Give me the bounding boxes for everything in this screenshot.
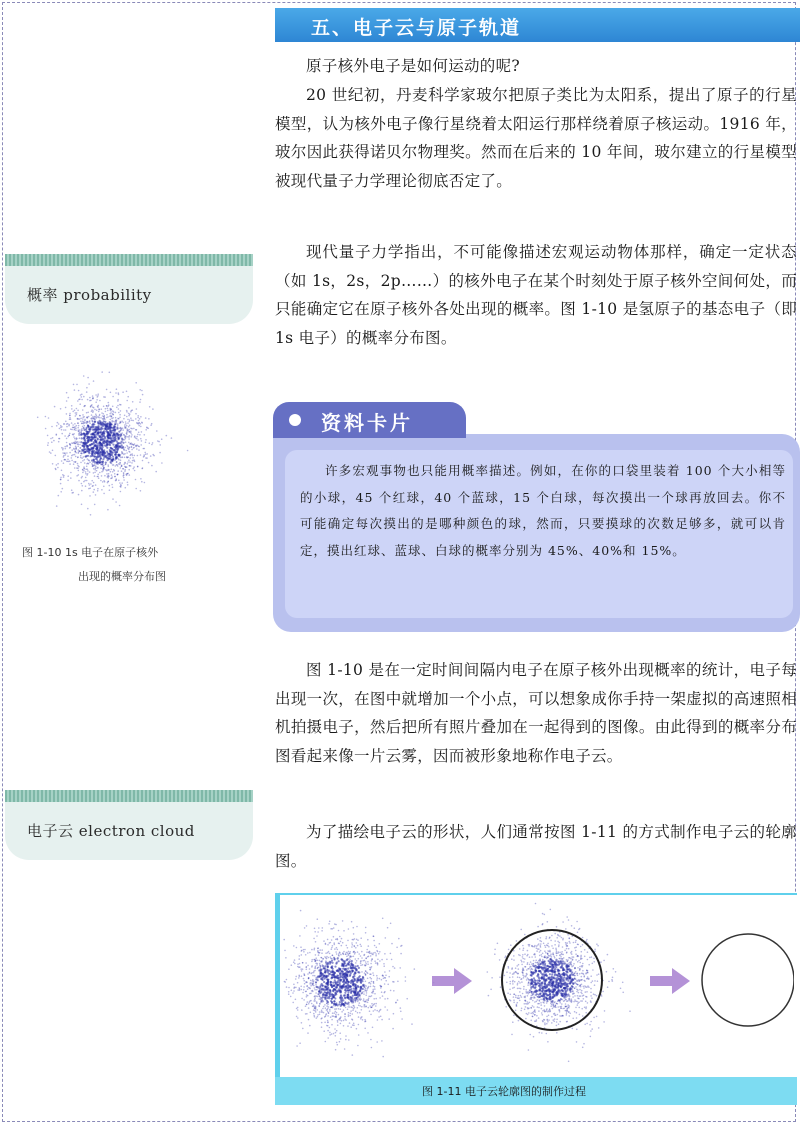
figure-1-10-caption-line1: 图 1-10 1s 电子在原子核外 (22, 546, 159, 559)
paragraph-3: 现代量子力学指出，不可能像描述宏观运动物体那样，确定一定状态（如 1s，2s，2p……）的核外电子在某个时刻处于原子核外空间何处，而只能确定它在原子核外各处出现的概率。图 1-10 是氢原子的基态电子（即 1s 电子）的概率分布图。 (275, 243, 797, 347)
figure-1-10-caption-line2: 出现的概率分布图 (78, 570, 166, 583)
section-title-bar (275, 8, 800, 42)
paragraph-5: 为了描绘电子云的形状，人们通常按图 1-11 的方式制作电子云的轮廓图。 (275, 823, 797, 870)
bullet-icon (289, 414, 301, 426)
info-card-tab (273, 402, 466, 438)
term-tab-stripe (5, 790, 253, 802)
figure-1-11-caption: 图 1-11 电子云轮廓图的制作过程 (422, 1085, 586, 1098)
sidebar-term-probability (5, 254, 253, 328)
arrow-icon (432, 968, 472, 994)
figure-1-11-illustration (282, 900, 794, 1072)
section-title: 五、电子云与原子轨道 (311, 17, 522, 39)
paragraph-1: 原子核外电子是如何运动的呢? (306, 57, 521, 75)
info-card-text: 许多宏观事物也只能用概率描述。例如，在你的口袋里装着 100 个大小相等的小球，45 个红球，40 个蓝球，15 个白球，每次摸出一个球再放回去。你不可能确定每次摸出的是哪种颜色的球，然而，只要摸球的次数足够多，就可以肯定，摸出红球、蓝球、白球的概率分别为 45%、40%和 15%。 (300, 463, 786, 558)
sidebar-term-electron-cloud (5, 790, 253, 864)
term-tab-stripe (5, 254, 253, 266)
arrow-icon (650, 968, 690, 994)
term-label: 概率 probability (27, 286, 152, 304)
electron-cloud-b (487, 903, 631, 1062)
contour-circle-outline (702, 934, 794, 1026)
paragraph-2: 20 世纪初，丹麦科学家玻尔把原子类比为太阳系，提出了原子的行星模型，认为核外电子像行星绕着太阳运行那样绕着原子核运动。1916 年，玻尔因此获得诺贝尔物理奖。然而在后来的 10 年间，玻尔建立的行星模型被现代量子力学理论彻底否定了。 (275, 86, 797, 190)
term-label: 电子云 electron cloud (27, 822, 195, 840)
figure-1-10-electron-cloud (20, 370, 190, 520)
info-card-title: 资料卡片 (321, 411, 413, 435)
paragraph-4: 图 1-10 是在一定时间间隔内电子在原子核外出现概率的统计，电子每出现一次，在图中就增加一个小点，可以想象成你手持一架虚拟的高速照相机拍摄电子，然后把所有照片叠加在一起得到的图像。由此得到的概率分布图看起来像一片云雾，因而被形象地称作电子云。 (275, 661, 797, 765)
electron-cloud-a (282, 900, 434, 1057)
